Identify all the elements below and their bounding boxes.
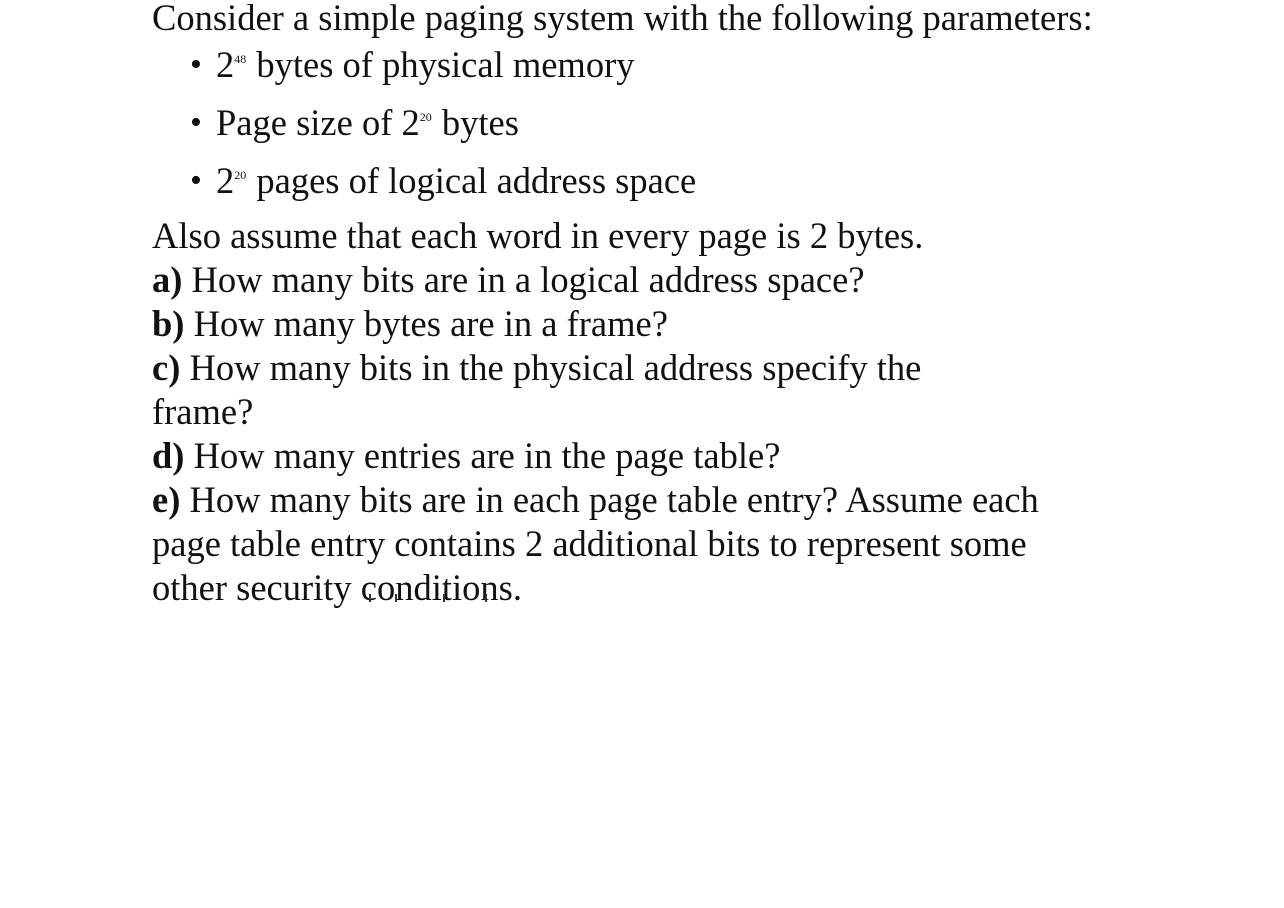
question-e-continued-2: other security conditions. [152,567,522,608]
parameter-physical-memory [152,40,1152,98]
param-exponent: 20 [234,168,247,182]
param-prefix: Page size of [216,102,402,143]
question-b [152,302,1152,346]
param-text: bytes of physical memory [247,44,635,85]
parameter-page-size [152,98,1152,156]
question-text: How many bits are in each page table entry? Assume each [180,479,1039,520]
question-e-continued: page table entry contains 2 additional bits to represent some [152,523,1027,564]
parameter-logical-pages [152,156,1152,214]
question-label: b) [152,303,185,344]
question-text: How many entries are in the page table? [184,435,781,476]
question-label: a) [152,259,183,300]
question-label: d) [152,435,185,476]
question-label: e) [152,479,181,520]
parameter-list [152,40,1152,214]
bullet-icon: • [190,46,202,83]
question-d [152,434,1152,478]
param-base: 2 [401,102,420,143]
bullet-icon: • [190,104,202,141]
param-base: 2 [216,160,235,201]
question-c-continued: frame? [152,391,254,432]
cropped-text-fragment [365,590,495,602]
question-text: How many bits are in a logical address space? [182,259,865,300]
question-c [152,346,1152,390]
question-label: c) [152,347,181,388]
param-exponent: 20 [419,110,432,124]
bullet-icon: • [190,162,202,199]
param-exponent: 48 [234,52,247,66]
param-base: 2 [216,44,235,85]
param-text: pages of logical address space [247,160,697,201]
question-text: How many bits in the physical address specify the [180,347,922,388]
question-a [152,258,1152,302]
intro-text: Consider a simple paging system with the following parameters: [152,0,1093,38]
question-text: How many bytes are in a frame? [184,303,668,344]
assumption-text: Also assume that each word in every page is 2 bytes. [152,215,924,256]
param-text: bytes [432,102,519,143]
question-e [152,478,1152,522]
document-body [152,0,1152,610]
